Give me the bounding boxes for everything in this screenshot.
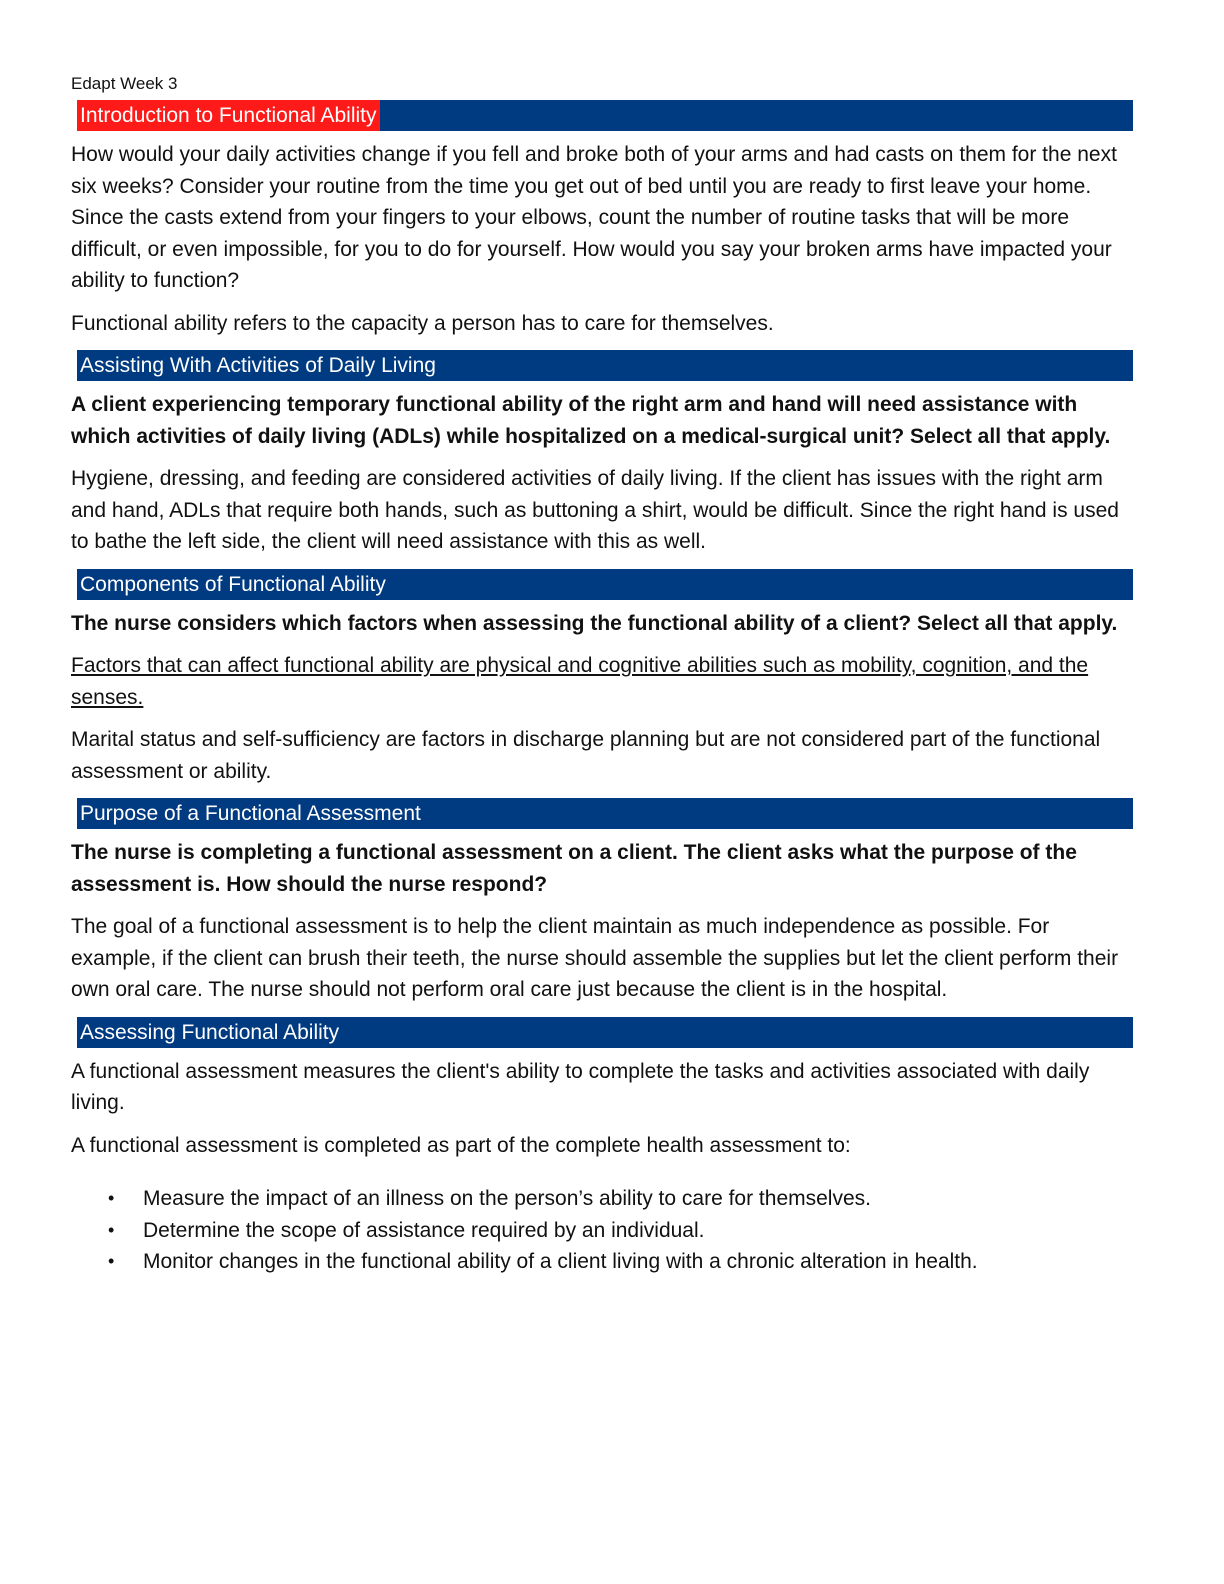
question-paragraph: A client experiencing temporary functional ability of the right arm and hand will need assistance with which activities of daily living (ADLs) while hospitalized on a medical-surgical unit? Select all that apply. bbox=[71, 393, 1111, 448]
body-paragraph: The goal of a functional assessment is to help the client maintain as much independence as possible. For example, if the client can brush their teeth, the nurse should assemble the supplies but let the client perform their own oral care. The nurse should not perform oral care just because the client is in the hospital. bbox=[71, 915, 1119, 1001]
section-heading-introduction bbox=[77, 100, 1133, 131]
underlined-paragraph: Factors that can affect functional ability are physical and cognitive abilities such as mobility, cognition, and the senses. bbox=[71, 654, 1089, 709]
document-page bbox=[71, 72, 1137, 1278]
bullet-icon: • bbox=[108, 1251, 115, 1271]
bullet-icon: • bbox=[108, 1188, 115, 1208]
question-paragraph: The nurse is completing a functional assessment on a client. The client asks what the purpose of the assessment is. How should the nurse respond? bbox=[71, 841, 1077, 896]
section-title: Components of Functional Ability bbox=[80, 572, 386, 596]
section-heading-components bbox=[77, 569, 1133, 600]
section-heading-adls bbox=[77, 350, 1133, 381]
list-item-text: Monitor changes in the functional ability of a client living with a chronic alteration in health. bbox=[143, 1250, 978, 1273]
bullet-icon: • bbox=[108, 1219, 115, 1240]
section-heading-purpose bbox=[77, 798, 1133, 829]
list-item bbox=[71, 1246, 1137, 1278]
body-paragraph: Functional ability refers to the capacity a person has to care for themselves. bbox=[71, 311, 774, 335]
section-title: Assessing Functional Ability bbox=[80, 1020, 340, 1044]
list-item bbox=[71, 1215, 1137, 1247]
body-paragraph: Hygiene, dressing, and feeding are considered activities of daily living. If the client has issues with the right arm and hand, ADLs that require both hands, such as buttoning a shirt, would be difficult. Since the right hand is used to bathe the left side, the client will need assistance with this as well. bbox=[71, 467, 1119, 553]
section-title: Assisting With Activities of Daily Living bbox=[80, 354, 436, 377]
list-item bbox=[71, 1183, 1137, 1215]
list-item-text: Measure the impact of an illness on the person’s ability to care for themselves. bbox=[143, 1187, 871, 1210]
body-paragraph: How would your daily activities change if you fell and broke both of your arms and had casts on them for the next six weeks? Consider your routine from the time you get out of bed until you are ready to first leave your home. Since the casts extend from your fingers to your elbows, count the number of routine tasks that will be more difficult, or even impossible, for you to do for yourself. How would you say your broken arms have impacted your ability to function? bbox=[71, 143, 1117, 292]
section-heading-assessing bbox=[77, 1017, 1133, 1048]
section-title: Purpose of a Functional Assessment bbox=[80, 802, 421, 825]
document-header: Edapt Week 3 bbox=[71, 74, 178, 93]
bullet-list bbox=[71, 1183, 1137, 1278]
body-paragraph: A functional assessment measures the client's ability to complete the tasks and activities associated with daily living. bbox=[71, 1059, 1090, 1114]
body-paragraph: Marital status and self-sufficiency are factors in discharge planning but are not considered part of the functional assessment or ability. bbox=[71, 728, 1101, 783]
section-title: Introduction to Functional Ability bbox=[77, 100, 380, 131]
list-item-text: Determine the scope of assistance required by an individual. bbox=[143, 1218, 705, 1242]
question-paragraph: The nurse considers which factors when assessing the functional ability of a client? Select all that apply. bbox=[71, 611, 1118, 635]
body-paragraph: A functional assessment is completed as part of the complete health assessment to: bbox=[71, 1133, 851, 1157]
